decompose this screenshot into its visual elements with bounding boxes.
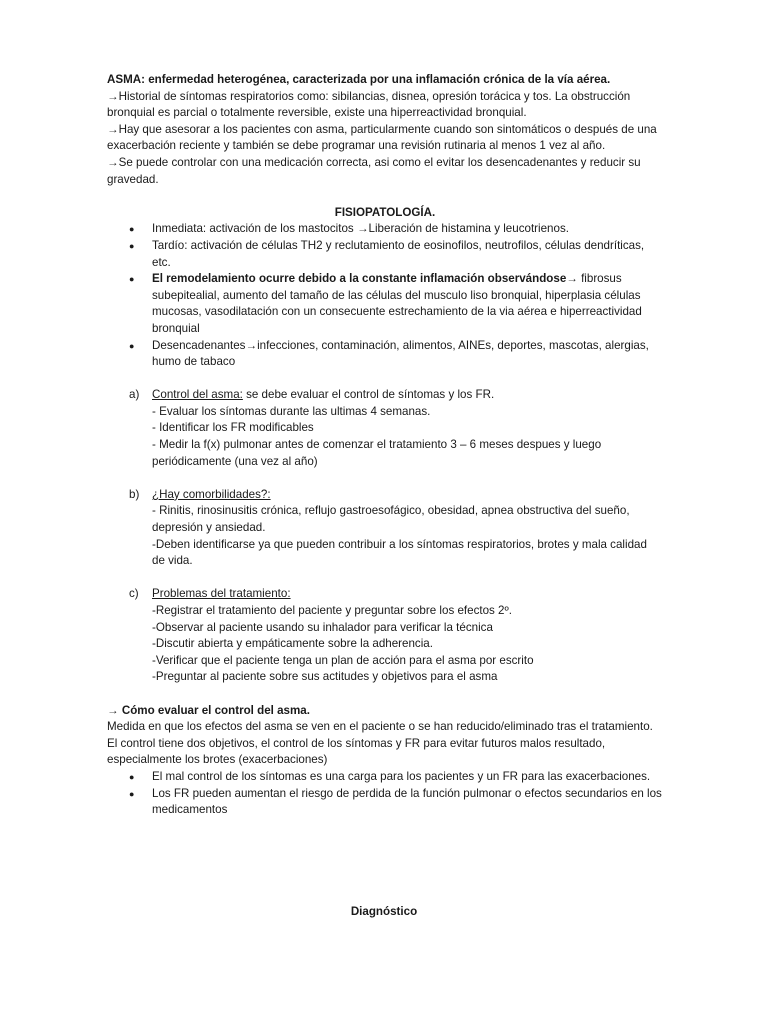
list-item: -Preguntar al paciente sobre sus actitudes y objetivos para el asma xyxy=(152,670,498,684)
section-title: ¿Hay comorbilidades?: xyxy=(152,487,271,501)
evaluar-control-paragraph: Medida en que los efectos del asma se ven en el paciente o se han reducido/eliminado tras el tratamiento. El control tiene dos objetivos, el control de los síntomas y FR para evitar futuros malos resultado, especialmente los brotes (exacerbaciones) xyxy=(107,720,653,767)
list-letter: b) xyxy=(129,487,140,501)
evaluar-control-list xyxy=(107,769,663,819)
section-control-del-asma: a) Control del asma: se debe evaluar el control de síntomas y los FR. - Evaluar los síntomas durante las ultimas 4 semanas. - Identificar los FR modificables - Medir la f(x) pulmonar antes de comenzar el tratamiento 3 – 6 meses despues y luego periódicamente (una vez al año) xyxy=(107,387,663,470)
arrow-icon: → xyxy=(107,122,119,136)
section-title: Problemas del tratamiento: xyxy=(152,587,291,601)
section-problemas-tratamiento xyxy=(107,586,663,686)
list-item: ● El remodelamiento ocurre debido a la constante inflamación observándose→ fibrosus subepitealial, aumento del tamaño de las células del musculo liso bronquial, hiperplasia células mucosas, vasodilatación con un consecuente estrechamiento de la via aérea e hiperreactividad bronquial xyxy=(107,271,663,337)
document-body xyxy=(107,72,663,819)
arrow-icon: → xyxy=(107,89,119,103)
list-item: ● Tardío: activación de células TH2 y reclutamiento de eosinofilos, neutrofilos, células dendríticas, etc. xyxy=(107,238,663,271)
intro-paragraph-3: →Se puede controlar con una medicación correcta, asi como el evitar los desencadenantes y reducir su gravedad. xyxy=(107,155,641,186)
arrow-icon: → xyxy=(566,272,578,286)
arrow-icon: → xyxy=(107,155,119,169)
list-item: -Registrar el tratamiento del paciente y preguntar sobre los efectos 2º. xyxy=(152,604,512,617)
fisiopatologia-list xyxy=(107,221,663,370)
list-item: - Medir la f(x) pulmonar antes de comenzar el tratamiento 3 – 6 meses despues y luego periódicamente (una vez al año) xyxy=(152,438,602,468)
evaluar-control-heading: → Cómo evaluar el control del asma. xyxy=(107,703,310,717)
list-item: - Rinitis, rinosinusitis crónica, reflujo gastroesofágico, obesidad, apnea obstructiva del sueño, depresión y ansiedad. xyxy=(152,504,630,535)
list-letter: c) xyxy=(129,587,139,601)
list-item: - Identificar los FR modificables xyxy=(152,421,314,435)
list-item: -Observar al paciente usando su inhalador para verificar la técnica xyxy=(152,620,493,634)
intro-paragraph-1: →Historial de síntomas respiratorios como: sibilancias, disnea, opresión torácica y tos. La obstrucción bronquial es parcial o totalmente reversible, existe una hiperreactividad bronquial. xyxy=(107,89,631,120)
section-comorbilidades xyxy=(107,487,663,570)
arrow-icon: → xyxy=(107,703,119,717)
intro-paragraph-2: →Hay que asesorar a los pacientes con asma, particularmente cuando son sintomáticos o después de una exacerbación reciente y también se debe programar una revisión rutinaria al menos 1 vez al año. xyxy=(107,122,657,153)
fisiopatologia-heading: FISIOPATOLOGÍA. xyxy=(334,205,436,219)
list-item: ● Los FR pueden aumentan el riesgo de perdida de la función pulmonar o efectos secundarios en los medicamentos xyxy=(107,786,663,819)
list-item: -Discutir abierta y empáticamente sobre la adherencia. xyxy=(152,637,433,651)
arrow-icon: → xyxy=(245,338,258,352)
diagnostico-heading: Diagnóstico xyxy=(350,905,418,918)
list-item: - Evaluar los síntomas durante las ultimas 4 semanas. xyxy=(152,404,431,418)
list-item: ● El mal control de los síntomas es una carga para los pacientes y un FR para las exacerbaciones. xyxy=(107,769,663,786)
list-item: -Deben identificarse ya que pueden contribuir a los síntomas respiratorios, brotes y mala calidad de vida. xyxy=(152,537,647,568)
intro-title: ASMA: enfermedad heterogénea, caracterizada por una inflamación crónica de la vía aérea. xyxy=(107,73,611,86)
list-letter: a) xyxy=(129,388,140,402)
list-item: -Verificar que el paciente tenga un plan de acción para el asma por escrito xyxy=(152,653,534,667)
arrow-icon: → xyxy=(356,222,369,236)
list-item: ● Desencadenantes→infecciones, contaminación, alimentos, AINEs, deportes, mascotas, alergias, humo de tabaco xyxy=(107,338,663,371)
section-title: Control del asma: xyxy=(152,388,243,402)
list-item: ● Inmediata: activación de los mastocitos →Liberación de histamina y leucotrienos. xyxy=(107,221,663,238)
